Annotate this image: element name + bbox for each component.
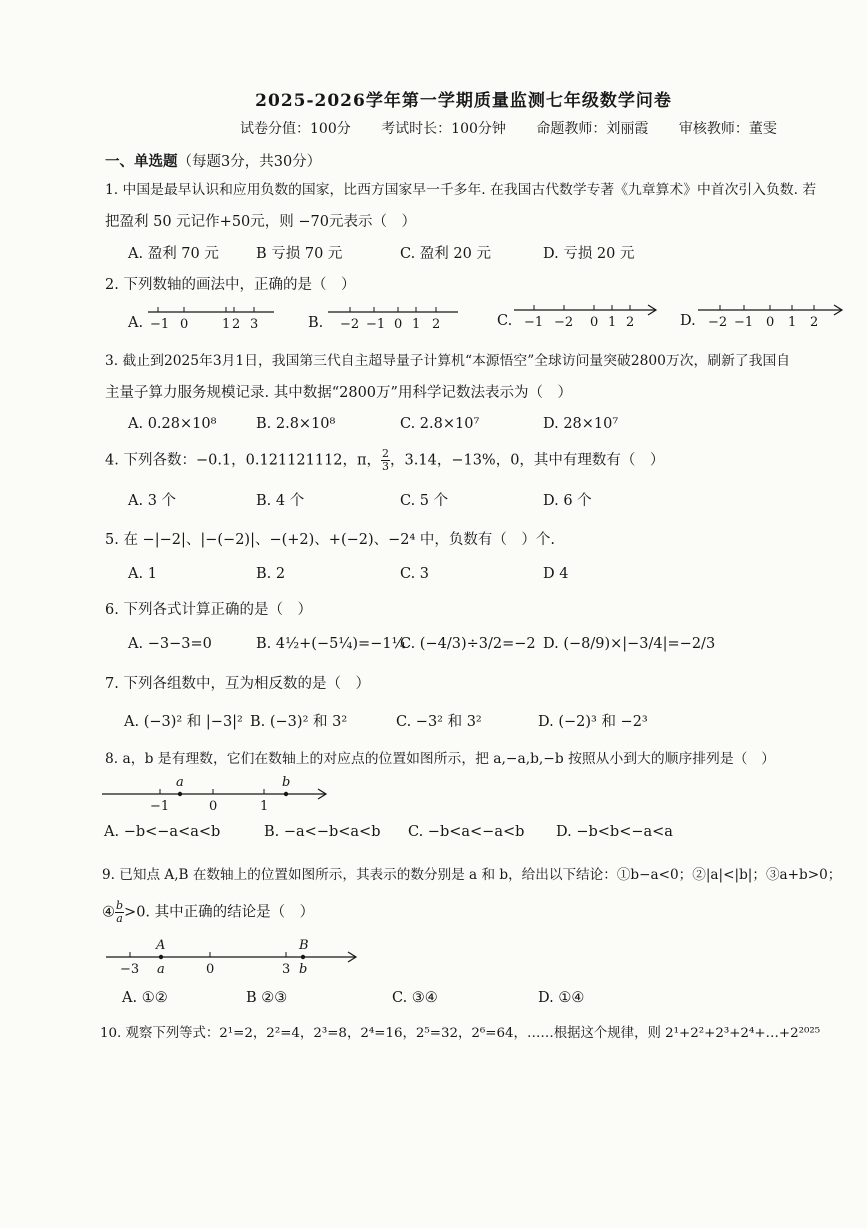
q7-option-a: A. (−3)² 和 |−3|² [124, 714, 243, 730]
q9-label-a: a [157, 962, 165, 977]
q9-option-d: D. ①④ [538, 990, 585, 1006]
q6-option-b: B. 4½+(−5¼)=−1¼ [256, 636, 406, 652]
q9-tick-3: 3 [282, 962, 291, 977]
q9-stem-line2: ④ $\frac{b}{a}$ >0. 其中正确的结论是（ ） [102, 899, 315, 925]
q3-option-d: D. 28×10⁷ [543, 416, 619, 432]
q2c-tick-1: 1 [608, 315, 617, 330]
q9-point-A: A [156, 938, 166, 953]
q9-stem-line1: 9. 已知点 A,B 在数轴上的位置如图所示，其表示的数分别是 a 和 b，给出以下结论：①b−a<0；②|a|<|b|；③a+b>0； [102, 867, 842, 883]
q6-option-c: C. (−4/3)÷3/2=−2 [400, 636, 536, 652]
q2d-tick-neg1: −1 [734, 315, 754, 330]
q9-option-a: A. ①② [122, 990, 168, 1006]
q1-option-c: C. 盈利 20 元 [400, 246, 491, 262]
q2c-tick-neg2: −2 [554, 315, 574, 330]
q2b-tick-2: 2 [432, 317, 441, 332]
score-info: 试卷分值：100分 [240, 121, 351, 137]
q3-option-b: B. 2.8×10⁸ [256, 416, 336, 432]
q9-tick-neg3: −3 [120, 962, 140, 977]
q8-option-a: A. −b<−a<a<b [104, 824, 221, 840]
time-info: 考试时长：100分钟 [381, 121, 506, 137]
q6-stem: 6. 下列各式计算正确的是（ ） [105, 602, 312, 618]
q1-stem-line1: 1. 中国是最早认识和应用负数的国家，比西方国家早一千多年. 在我国古代数学专著《九章算术》中首次引入负数. 若 [105, 182, 817, 198]
q2a-tick-0: 0 [180, 317, 189, 332]
q3-option-c: C. 2.8×10⁷ [400, 416, 480, 432]
q10-stem: 10. 观察下列等式：2¹=2，2²=4，2³=8，2⁴=16，2⁵=32，2⁶=64，……根据这个规律，则 2¹+2²+2³+2⁴+…+2²⁰²⁵ [100, 1026, 821, 1041]
reviewer-info: 审核教师：董雯 [678, 121, 777, 137]
q2-axis-d [696, 298, 846, 332]
q2a-tick-neg1: −1 [150, 317, 170, 332]
q4-stem: 4. 下列各数：−0.1，0.121121112，π， $\frac{2}{3}$ ，3.14，−13%，0，其中有理数有（ ） [105, 447, 665, 473]
q2-option-b-label: B. [308, 315, 324, 331]
q7-option-d: D. (−2)³ 和 −2³ [538, 714, 648, 730]
q5-option-a: A. 1 [128, 566, 157, 582]
q8-tick-1: 1 [260, 799, 269, 814]
q2a-tick-3: 3 [250, 317, 259, 332]
q9-label-b: b [299, 962, 308, 977]
q2-stem: 2. 下列数轴的画法中，正确的是（ ） [105, 277, 356, 293]
q9-fraction: $\frac{b}{a}$ [116, 899, 124, 925]
q5-option-b: B. 2 [256, 566, 286, 582]
q6-option-d: D. (−8/9)×|−3/4|=−2/3 [543, 636, 716, 652]
q2c-tick-0: 0 [590, 315, 599, 330]
q1-option-d: D. 亏损 20 元 [543, 246, 635, 262]
q8-option-c: C. −b<a<−a<b [408, 824, 525, 840]
q9-tick-0: 0 [206, 962, 215, 977]
q3-option-a: A. 0.28×10⁸ [128, 416, 217, 432]
q3-stem-line1: 3. 截止到2025年3月1日，我国第三代自主超导量子计算机“本源悟空”全球访问量突破2800万次，刷新了我国自 [105, 353, 791, 369]
exam-title: 2025-2026学年第一学期质量监测七年级数学问卷 [255, 91, 672, 111]
author-info: 命题教师：刘丽霞 [536, 121, 649, 137]
q2d-tick-neg2: −2 [708, 315, 728, 330]
section-heading: 一、单选题（每题3分，共30分） [105, 153, 322, 170]
q4-option-d: D. 6 个 [543, 493, 592, 509]
q8-tick-0: 0 [209, 799, 218, 814]
q1-option-a: A. 盈利 70 元 [128, 246, 219, 262]
q8-number-line [100, 772, 332, 814]
q7-stem: 7. 下列各组数中，互为相反数的是（ ） [105, 676, 370, 692]
q4-option-c: C. 5 个 [400, 493, 449, 509]
q3-stem-line2: 主量子算力服务规模记录. 其中数据“2800万”用科学记数法表示为（ ） [105, 385, 572, 401]
q2-option-c-label: C. [497, 313, 513, 329]
q1-option-b: B 亏损 70 元 [256, 246, 343, 262]
q8-option-b: B. −a<−b<a<b [264, 824, 381, 840]
q2-option-d-label: D. [680, 313, 696, 329]
q9-point-B: B [299, 938, 309, 953]
q8-tick-neg1: −1 [150, 799, 170, 814]
q7-option-c: C. −3² 和 3² [396, 714, 482, 730]
q2-axis-c [512, 298, 660, 332]
q2c-tick-neg1: −1 [524, 315, 544, 330]
q1-stem-line2: 把盈利 50 元记作+50元，则 −70元表示（ ） [105, 214, 416, 230]
q9-number-line [104, 935, 360, 979]
q2-option-a-label: A. [128, 315, 144, 331]
q4-fraction: $\frac{2}{3}$ [382, 447, 390, 473]
q4-option-b: B. 4 个 [256, 493, 305, 509]
q2a-tick-1: 1 [222, 317, 231, 332]
q5-option-c: C. 3 [400, 566, 430, 582]
q6-option-a: A. −3−3=0 [128, 636, 212, 652]
q2c-tick-2: 2 [626, 315, 635, 330]
q8-stem: 8. a，b 是有理数，它们在数轴上的对应点的位置如图所示，把 a,−a,b,−b 按照从小到大的顺序排列是（ ） [105, 751, 776, 767]
q8-option-d: D. −b<b<−a<a [556, 824, 673, 840]
q2d-tick-2: 2 [810, 315, 819, 330]
q9-option-c: C. ③④ [392, 990, 438, 1006]
q2b-tick-neg2: −2 [340, 317, 360, 332]
q2a-tick-2: 2 [232, 317, 241, 332]
q9-option-b: B ②③ [246, 990, 288, 1006]
q2-axis-a [146, 300, 276, 334]
q8-point-a: a [176, 775, 184, 790]
q2b-tick-0: 0 [394, 317, 403, 332]
q7-option-b: B. (−3)² 和 3² [250, 714, 348, 730]
exam-meta [240, 118, 803, 138]
q8-point-b: b [282, 775, 291, 790]
q5-stem: 5. 在 −|−2|、|−(−2)|、−(+2)、+(−2)、−2⁴ 中，负数有（ ）个. [105, 532, 556, 548]
q2d-tick-1: 1 [788, 315, 797, 330]
q2d-tick-0: 0 [766, 315, 775, 330]
q2b-tick-1: 1 [412, 317, 421, 332]
q5-option-d: D 4 [543, 566, 569, 582]
q4-option-a: A. 3 个 [128, 493, 177, 509]
q2b-tick-neg1: −1 [366, 317, 386, 332]
q2-axis-b [326, 300, 460, 334]
